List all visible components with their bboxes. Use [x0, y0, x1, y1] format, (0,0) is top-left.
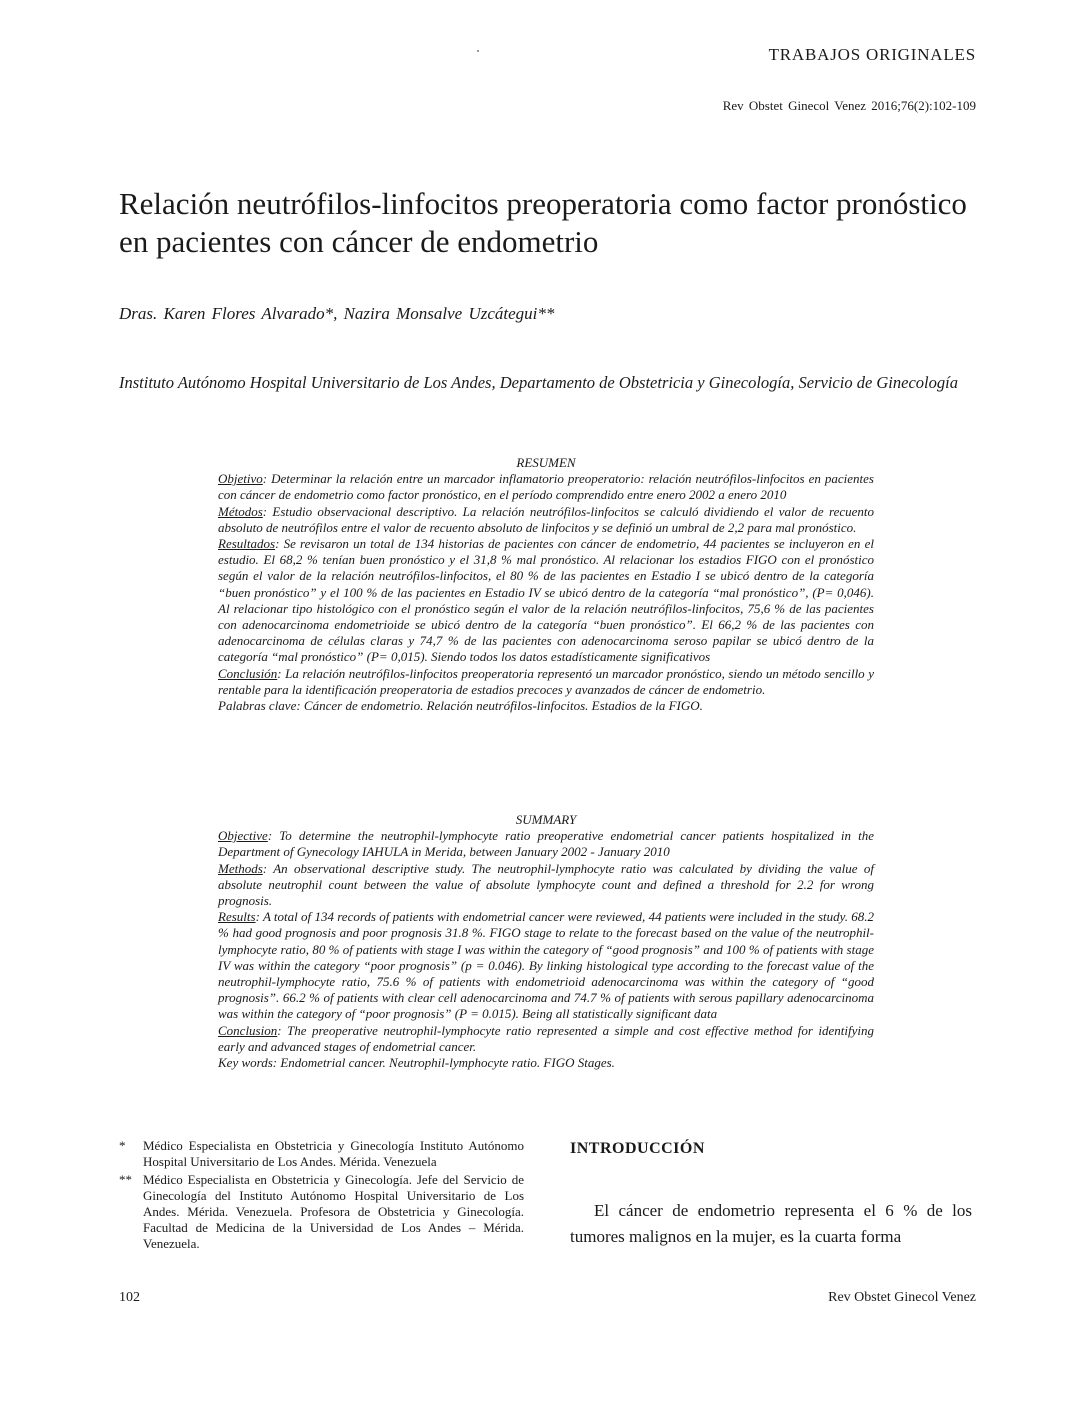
summary-results — [218, 909, 874, 1022]
footnote-mark: ** — [119, 1172, 132, 1187]
objective-label: Objective — [218, 828, 268, 844]
citation: Rev Obstet Ginecol Venez 2016;76(2):102-109 — [722, 98, 976, 113]
objetivo-label: Objetivo — [218, 471, 263, 487]
resumen-keywords: Palabras clave: Cáncer de endometrio. Relación neutrófilos-linfocitos. Estadios de la FIGO. — [218, 698, 703, 714]
summary-conclusion — [218, 1023, 874, 1055]
results-text: : A total of 134 records of patients with endometrial cancer were reviewed, 44 patients were included in the study. 68.2 % had good prognosis and poor prognosis 31.8 %. FIGO stage to relate to the forecast based on the value of the neutrophil-lymphocyte ratio, 80 % of patients with stage I was within the category of “good prognosis” and 100 % of patients with stage IV was within the category “poor prognosis” (p = 0.046). By linking histological type according to the forecast value of the neutrophil-lymphocyte ratio, 75.6 % of patients with endometrioid adenocarcinoma was within the category of “good prognosis”. 66.2 % of patients with clear cell adenocarcinoma and 74.7 % of patients with serous papillary adenocarcinoma was within the category of “poor prognosis” (P = 0.015). Being all statistically significant data — [218, 909, 874, 1022]
section-label: TRABAJOS ORIGINALES — [768, 45, 976, 64]
introduction-text: El cáncer de endometrio representa el 6 % de los tumores malignos en la mujer, es la cuarta forma — [570, 1201, 972, 1246]
resumen-objetivo — [218, 471, 874, 503]
article-title: Relación neutrófilos-linfocitos preoperatoria como factor pronóstico en pacientes con cáncer de endometrio — [119, 186, 967, 259]
summary-keywords: Key words: Endometrial cancer. Neutrophil-lymphocyte ratio. FIGO Stages. — [218, 1055, 615, 1071]
footnote-text: Médico Especialista en Obstetricia y Ginecología Instituto Autónomo Hospital Universitario de Los Andes. Mérida. Venezuela — [143, 1138, 524, 1169]
summary-objective — [218, 828, 874, 860]
resumen-heading: RESUMEN — [516, 455, 576, 470]
authors: Dras. Karen Flores Alvarado*, Nazira Monsalve Uzcátegui** — [119, 304, 555, 323]
resumen-conclusion — [218, 666, 874, 698]
journal-footer: Rev Obstet Ginecol Venez — [828, 1290, 976, 1305]
author-footnotes — [119, 1138, 524, 1254]
objetivo-text: : Determinar la relación entre un marcador inflamatorio preoperatorio: relación neutrófilos-linfocitos en pacientes con cáncer de endometrio como factor pronóstico, en el período comprendido entre enero 2002 a enero 2010 — [218, 471, 874, 503]
conclusion-label-en: Conclusion — [218, 1022, 278, 1038]
footnote — [119, 1138, 524, 1170]
affiliation: Instituto Autónomo Hospital Universitario de Los Andes, Departamento de Obstetricia y Ginecología, Servicio de Ginecología — [119, 373, 958, 392]
conclusion-label: Conclusión — [218, 665, 278, 681]
objective-text: : To determine the neutrophil-lymphocyte ratio preoperative endometrial cancer patients hospitalized in the Department of Gynecology IAHULA in Merida, between January 2002 - January 2010 — [218, 828, 874, 860]
summary-methods — [218, 861, 874, 910]
metodos-label: Métodos — [218, 503, 263, 519]
footnote — [119, 1172, 524, 1252]
conclusion-text: : La relación neutrófilos-linfocitos preoperatoria representó un marcador pronóstico, siendo un método sencillo y rentable para la identificación preoperatoria de estadios precoces y avanzados de cáncer de endometrio. — [218, 665, 874, 697]
methods-label: Methods — [218, 860, 263, 876]
resumen-metodos — [218, 504, 874, 536]
methods-text: : An observational descriptive study. The neutrophil-lymphocyte ratio was calculated by dividing the value of absolute neutrophil count between the value of absolute lymphocyte count and defined a threshold for 2.2 for wrong prognosis. — [218, 860, 874, 909]
conclusion-text-en: : The preoperative neutrophil-lymphocyte ratio represented a simple and cost effective method for identifying early and advanced stages of endometrial cancer. — [218, 1022, 874, 1054]
resultados-label: Resultados — [218, 536, 276, 552]
metodos-text: : Estudio observacional descriptivo. La relación neutrófilos-linfocitos se calculó dividiendo el valor de recuento absoluto de neutrófilos entre el valor de recuento absoluto de linfocitos y se definió un umbral de 2,2 para mal pronóstico. — [218, 503, 874, 535]
resultados-text: : Se revisaron un total de 134 historias de pacientes con cáncer de endometrio, 44 pacientes se incluyeron en el estudio. El 68,2 % tenían buen pronóstico y el 31,8 % mal pronóstico. Al relacionar los estadios FIGO con el pronóstico según el valor de la relación neutrófilos-linfocitos, el 80 % de las pacientes en Estadio I se ubicó dentro de la categoría “buen pronóstico” y el 100 % de las pacientes en Estadio IV se ubicó dentro de la categoría “mal pronóstico”, (P= 0,046). Al relacionar tipo histológico con el pronóstico según el valor de la relación neutrófilos-linfocitos, 75,6 % de las pacientes con adenocarcinoma endometrioide se ubicó dentro de la categoría “buen pronóstico”. El 66,2 % de las pacientes con adenocarcinoma de células claras y 74,7 % de las pacientes con adenocarcinoma seroso papilar se ubicó dentro de la categoría “mal pronóstico” (P= 0,015). Siendo todos los datos estadísticamente significativos — [218, 536, 874, 665]
page-number: 102 — [119, 1290, 140, 1305]
summary-heading: SUMMARY — [515, 812, 577, 827]
footnote-mark: * — [119, 1138, 126, 1153]
resumen-abstract — [218, 455, 874, 714]
decorative-dot — [477, 50, 479, 52]
resumen-resultados — [218, 536, 874, 666]
results-label: Results — [218, 909, 256, 925]
summary-abstract — [218, 812, 874, 1071]
introduction-heading: INTRODUCCIÓN — [570, 1140, 705, 1157]
footnote-text: Médico Especialista en Obstetricia y Ginecología. Jefe del Servicio de Ginecología del Instituto Autónomo Hospital Universitario de Los Andes. Mérida. Venezuela. Profesora de Obstetricia y Ginecología. Facultad de Medicina de la Universidad de Los Andes – Mérida. Venezuela. — [143, 1172, 524, 1251]
